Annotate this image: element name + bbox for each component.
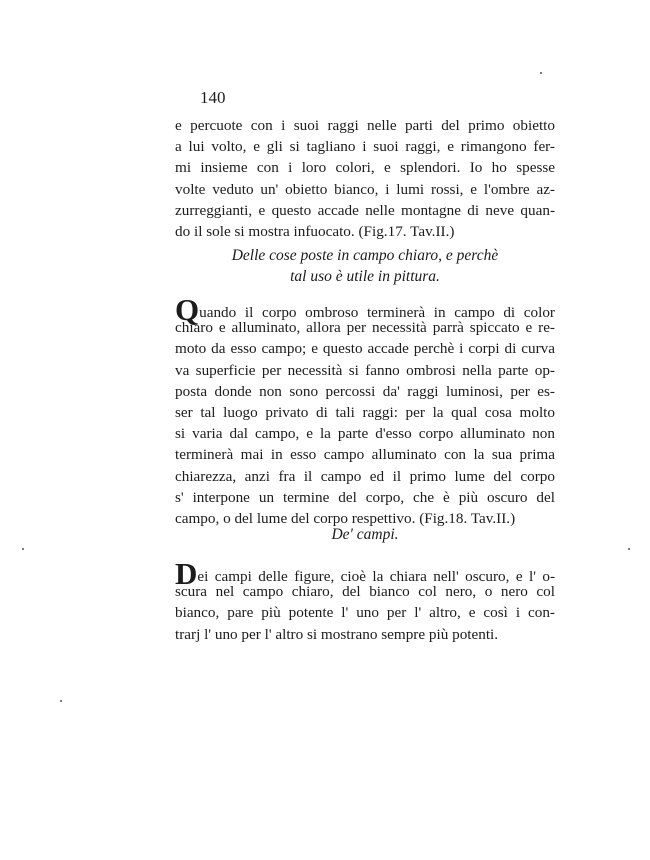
- text-line: va superficie per necessità si fanno ombrosi nella parte op-: [175, 361, 555, 379]
- paragraph-continuation: [175, 115, 555, 242]
- scan-speck: [60, 700, 62, 702]
- scan-speck: [628, 548, 630, 550]
- text-line: zurreggianti, e questo accade nelle montagne di neve quan-: [175, 201, 555, 219]
- paragraph: [175, 292, 555, 529]
- section-heading: [175, 524, 555, 545]
- text-line: ser tal luogo privato di tali raggi: per la qual cosa molto: [175, 403, 555, 421]
- text-line: volte veduto un' obietto bianco, i lumi rossi, e l'ombre az-: [175, 180, 555, 198]
- text-line: do il sole si mostra infuocato. (Fig.17. Tav.II.): [175, 222, 455, 240]
- text-line: si varia dal campo, e la parte d'esso corpo alluminato non: [175, 425, 555, 443]
- drop-cap: D: [175, 556, 198, 591]
- first-line-text: ei campi delle figure, cioè la chiara nell' oscuro, e l' o-: [197, 568, 555, 585]
- text-line: campo, o del lume del corpo respettivo. (Fig.18. Tav.II.): [175, 509, 516, 527]
- page-number: 140: [200, 88, 226, 107]
- text-line: chiaro e alluminato, allora per necessità parrà spiccato e re-: [175, 319, 555, 337]
- scan-speck: [540, 72, 542, 74]
- text-line: trarj l' uno per l' altro si mostrano sempre più potenti.: [175, 625, 499, 643]
- text-line: mi insieme con i loro colori, e splendori. Io ho spesse: [175, 159, 555, 177]
- text-line: bianco, pare più potente l' uno per l' altro, e così i con-: [175, 604, 555, 622]
- drop-cap: Q: [175, 292, 200, 327]
- text-line-first: [175, 556, 555, 591]
- text-line: scura nel campo chiaro, del bianco col nero, o nero col: [175, 583, 555, 601]
- text-line: posta donde non sono percossi da' raggi luminosi, per es-: [175, 382, 555, 400]
- section-heading: [175, 245, 555, 287]
- text-line: a lui volto, e gli si tagliano i suoi raggi, e rimangono fer-: [175, 138, 555, 156]
- text-line: e percuote con i suoi raggi nelle parti del primo obietto: [175, 117, 555, 134]
- text-line: moto da esso campo; e questo accade perchè i corpi di curva: [175, 340, 555, 358]
- heading-line: De' campi.: [331, 526, 399, 543]
- text-line: chiarezza, anzi fra il campo ed il primo lume del corpo: [175, 467, 555, 485]
- heading-line: tal uso è utile in pittura.: [290, 268, 440, 285]
- text-line: terminerà mai in esso campo alluminato con la sua prima: [175, 446, 555, 464]
- first-line-text: uando il corpo ombroso terminerà in campo di color: [199, 304, 555, 321]
- text-line-first: [175, 292, 555, 327]
- scan-speck: [22, 548, 24, 550]
- text-line: s' interpone un termine del corpo, che è più oscuro del: [175, 488, 555, 506]
- heading-line: Delle cose poste in campo chiaro, e perchè: [231, 247, 499, 264]
- paragraph: [175, 556, 555, 645]
